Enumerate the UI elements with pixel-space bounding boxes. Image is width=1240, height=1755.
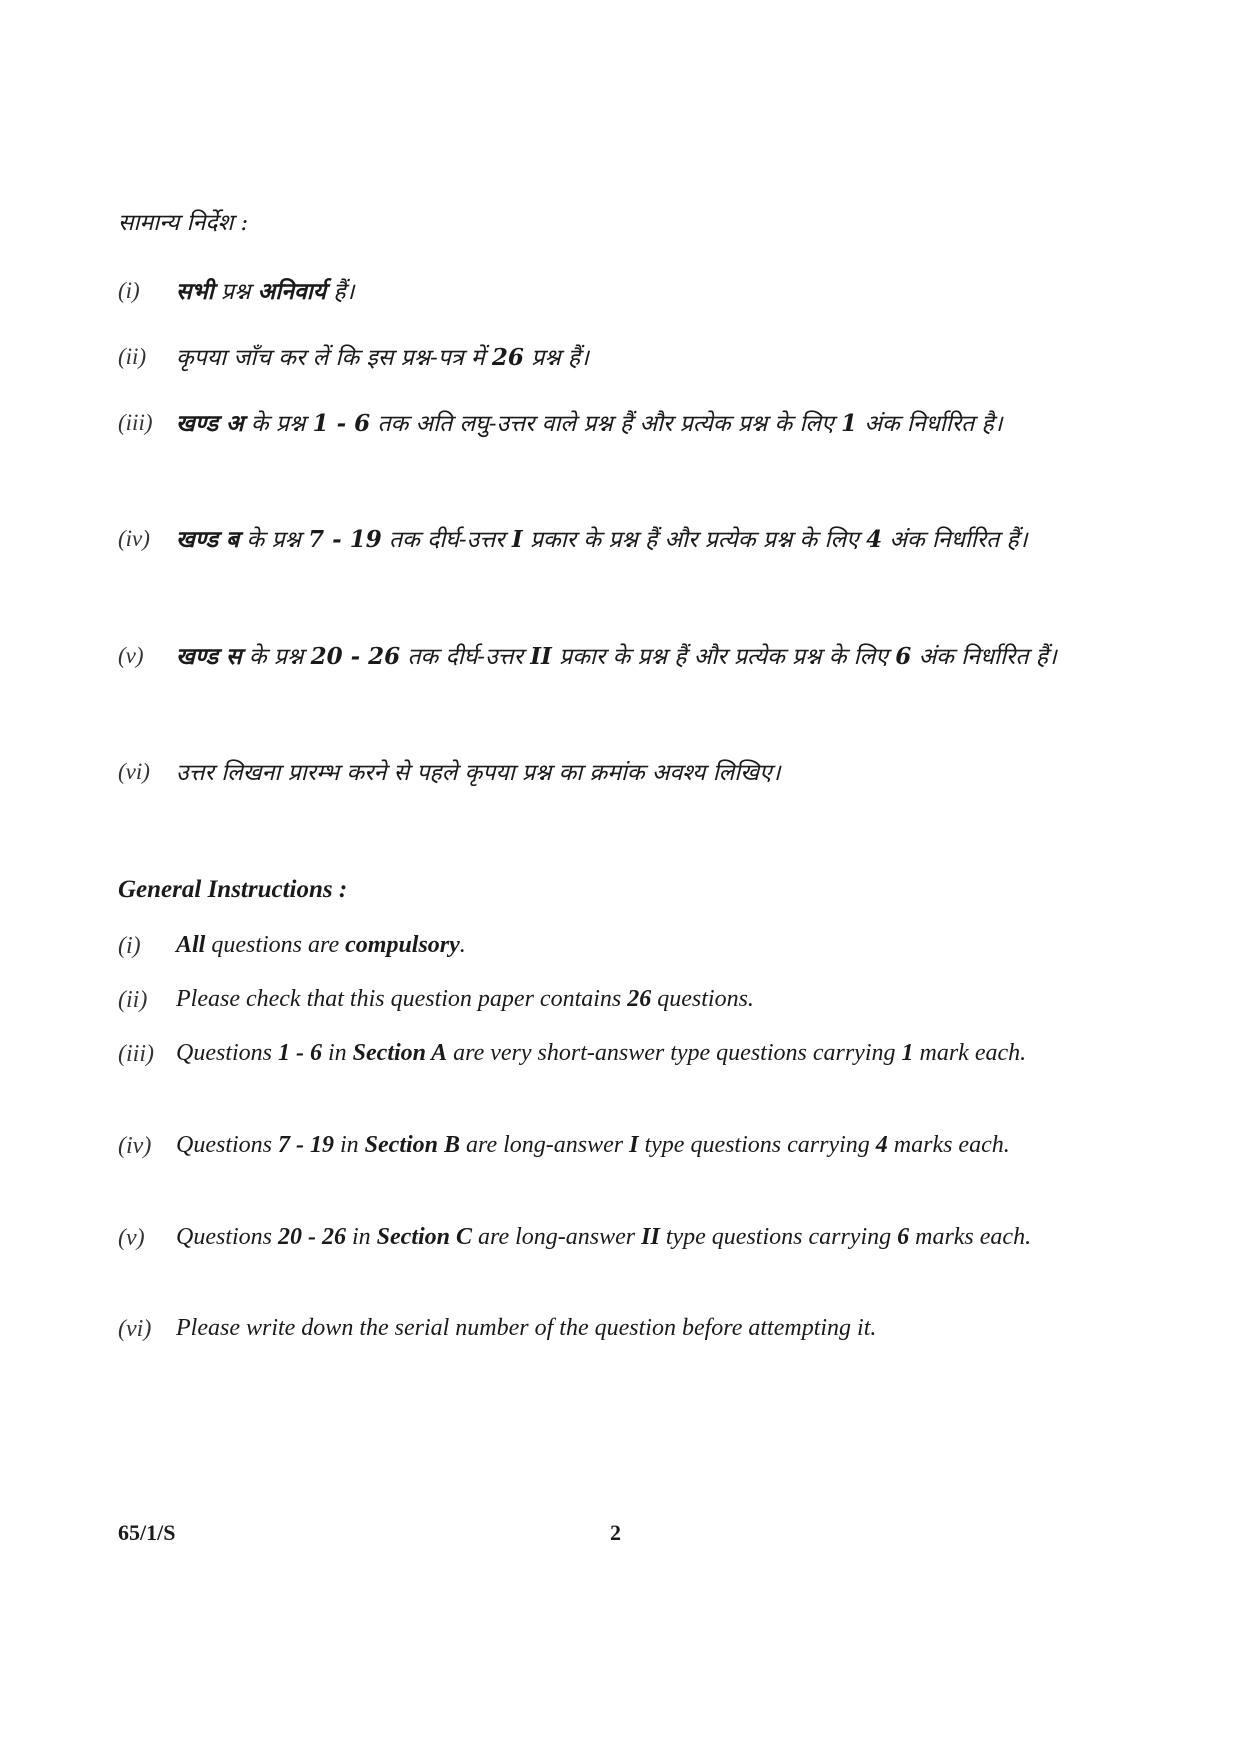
item-number: (ii) (118, 987, 148, 1013)
bold-text: खण्ड अ (176, 410, 244, 437)
page-number: 2 (610, 1520, 621, 1545)
bold-text: सभी (176, 278, 214, 305)
bold-text: I (629, 1132, 639, 1158)
bold-text: All (176, 932, 206, 958)
english-instruction-item (118, 1310, 1128, 1347)
bold-text: 26 (627, 986, 652, 1012)
bold-text: Section A (352, 1040, 448, 1066)
bold-text: 1 - 6 (312, 410, 371, 437)
paper-code: 65/1/S (118, 1520, 176, 1545)
item-number: (ii) (118, 344, 147, 369)
item-text: खण्ड ब के प्रश्न 7 - 19 तक दीर्घ-उत्तर I प्रकार के प्रश्न हैं और प्रत्येक प्रश्न के लिए 4 अंक निर्धारित हैं। (176, 526, 1028, 553)
bold-text: 26 (491, 344, 524, 371)
item-number: (iii) (118, 1041, 154, 1067)
english-instruction-item (118, 1127, 1128, 1164)
hindi-instruction-item (118, 749, 1128, 797)
hindi-instruction-item (118, 334, 1128, 382)
item-text: Please write down the serial number of the question before attempting it. (176, 1315, 877, 1341)
bold-text: compulsory (345, 932, 460, 958)
bold-text: 7 - 19 (278, 1132, 334, 1158)
bold-text: 1 (901, 1040, 914, 1066)
item-text: खण्ड अ के प्रश्न 1 - 6 तक अति लघु-उत्तर वाले प्रश्न हैं और प्रत्येक प्रश्न के लिए 1 अंक निर्धारित है। (176, 410, 1003, 437)
item-number: (v) (118, 643, 144, 668)
item-text: कृपया जाँच कर लें कि इस प्रश्न-पत्र में 26 प्रश्न हैं। (176, 344, 589, 371)
bold-text: 6 (897, 1224, 910, 1250)
bold-text: 20 - 26 (310, 643, 401, 670)
english-instruction-item (118, 927, 1128, 964)
item-number: (v) (118, 1225, 145, 1251)
item-number: (i) (118, 278, 140, 303)
bold-text: अनिवार्य (257, 278, 327, 305)
english-instruction-item (118, 1035, 1128, 1072)
item-text: All questions are compulsory. (176, 932, 466, 958)
bold-text: 1 - 6 (278, 1040, 322, 1066)
item-text: Please check that this question paper contains 26 questions. (176, 986, 754, 1012)
bold-text: I (511, 526, 523, 553)
item-text: खण्ड स के प्रश्न 20 - 26 तक दीर्घ-उत्तर II प्रकार के प्रश्न हैं और प्रत्येक प्रश्न के लिए 6 अंक निर्धारित हैं। (176, 643, 1057, 670)
bold-text: Section B (364, 1132, 461, 1158)
bold-text: खण्ड स (176, 643, 242, 670)
english-instruction-item (118, 981, 1128, 1018)
hindi-instruction-item (118, 633, 1128, 681)
item-text: सभी प्रश्न अनिवार्य हैं। (176, 278, 355, 305)
item-number: (iv) (118, 1133, 152, 1159)
english-instruction-item (118, 1219, 1128, 1256)
bold-text: Section C (376, 1224, 473, 1250)
bold-text: 20 - 26 (278, 1224, 346, 1250)
item-text: Questions 20 - 26 in Section C are long-answer II type questions carrying 6 marks each. (176, 1224, 1032, 1250)
bold-text: II (530, 643, 552, 670)
item-text: Questions 7 - 19 in Section B are long-answer I type questions carrying 4 marks each. (176, 1132, 1010, 1158)
hindi-instructions-heading: सामान्य निर्देश : (118, 210, 249, 236)
bold-text: 4 (875, 1132, 888, 1158)
bold-text: 1 (841, 410, 858, 437)
item-number: (iii) (118, 410, 153, 435)
bold-text: 6 (895, 643, 912, 670)
hindi-instruction-item (118, 400, 1128, 448)
bold-text: 4 (866, 526, 883, 553)
item-number: (i) (118, 933, 141, 959)
item-text: Questions 1 - 6 in Section A are very short-answer type questions carrying 1 mark each. (176, 1040, 1027, 1066)
item-text: उत्तर लिखना प्रारम्भ करने से पहले कृपया प्रश्न का क्रमांक अवश्य लिखिए। (176, 760, 781, 786)
hindi-instruction-item (118, 268, 1128, 316)
general-instructions-heading: General Instructions : (118, 876, 348, 903)
item-number: (vi) (118, 1316, 152, 1342)
item-number: (vi) (118, 759, 150, 784)
hindi-instruction-item (118, 516, 1128, 564)
bold-text: II (641, 1224, 660, 1250)
bold-text: खण्ड ब (176, 526, 240, 553)
bold-text: 7 - 19 (308, 526, 382, 553)
item-number: (iv) (118, 526, 150, 551)
